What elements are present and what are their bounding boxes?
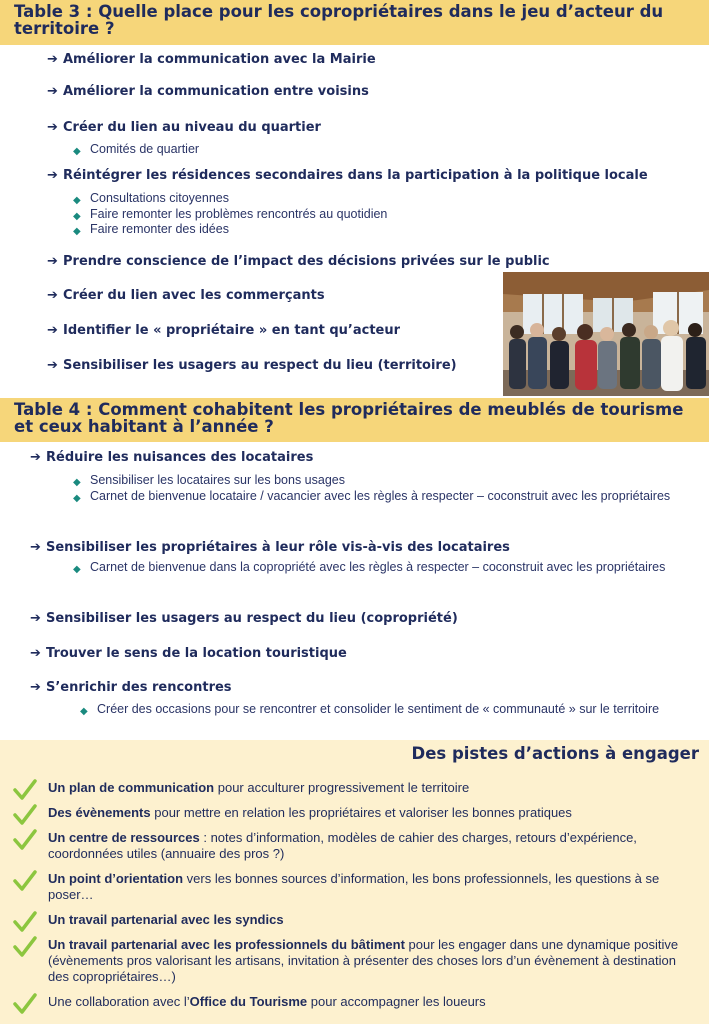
table4-item-5: ➔ S’enrichir des rencontres xyxy=(30,680,232,695)
check-icon xyxy=(12,869,38,893)
arrow-right-icon: ➔ xyxy=(47,84,58,99)
table4-item-1: ➔ Réduire les nuisances des locataires xyxy=(30,450,314,465)
table4-item-2: ➔ Sensibiliser les propriétaires à leur rôle vis-à-vis des locataires xyxy=(30,540,510,555)
action-item: Un travail partenarial avec les syndics xyxy=(48,912,700,928)
table3-item-2: ➔ Améliorer la communication entre voisins xyxy=(47,84,369,99)
table3-item-7: ➔ Identifier le « propriétaire » en tant qu’acteur xyxy=(47,323,401,338)
arrow-right-icon: ➔ xyxy=(30,540,41,555)
list-item: ◆ Comités de quartier xyxy=(73,142,200,157)
diamond-bullet-icon: ◆ xyxy=(73,211,81,222)
table3-item-3: ➔ Créer du lien au niveau du quartier xyxy=(47,120,321,135)
list-item: ◆ Sensibiliser les locataires sur les bons usages xyxy=(73,473,345,488)
list-item: ◆ Faire remonter les problèmes rencontrés au quotidien xyxy=(73,207,388,222)
check-icon xyxy=(12,803,38,827)
diamond-bullet-icon: ◆ xyxy=(73,146,81,157)
table3-item-1: ➔ Améliorer la communication avec la Mairie xyxy=(47,52,376,67)
action-item: Un plan de communication pour acculturer progressivement le territoire xyxy=(48,780,700,796)
action-item: Une collaboration avec l’Office du Tourisme pour accompagner les loueurs xyxy=(48,994,700,1010)
arrow-right-icon: ➔ xyxy=(30,450,41,465)
arrow-right-icon: ➔ xyxy=(47,288,58,303)
table3-title: Table 3 : Quelle place pour les copropriétaires dans le jeu d’acteur du territoire ? xyxy=(14,2,664,38)
check-icon xyxy=(12,992,38,1016)
table3-item-8: ➔ Sensibiliser les usagers au respect du lieu (territoire) xyxy=(47,358,457,373)
action-item: Un centre de ressources : notes d’information, modèles de cahier des charges, retours d’expérience, coordonnées utiles (annuaire des pros ?) xyxy=(48,830,700,862)
list-item: ◆ Carnet de bienvenue locataire / vacancier avec les règles à respecter – coconstruit avec les propriétaires xyxy=(73,489,671,504)
actions-title: Des pistes d’actions à engager xyxy=(411,744,699,763)
action-item: Un travail partenarial avec les professionnels du bâtiment pour les engager dans une dynamique positive (évènements pros valorisant les artisans, invitation à présenter des choses lors d’un évènement à destination des copropriétaires…) xyxy=(48,937,700,985)
arrow-right-icon: ➔ xyxy=(30,611,41,626)
table3-item-4: ➔ Réintégrer les résidences secondaires dans la participation à la politique locale xyxy=(47,168,648,183)
table3-item-6: ➔ Créer du lien avec les commerçants xyxy=(47,288,325,303)
arrow-right-icon: ➔ xyxy=(30,680,41,695)
table4-item-3: ➔ Sensibiliser les usagers au respect du lieu (copropriété) xyxy=(30,611,458,626)
check-icon xyxy=(12,935,38,959)
table3-item-5: ➔ Prendre conscience de l’impact des décisions privées sur le public xyxy=(47,254,550,269)
list-item: ◆ Faire remonter des idées xyxy=(73,222,229,237)
diamond-bullet-icon: ◆ xyxy=(73,195,81,206)
arrow-right-icon: ➔ xyxy=(30,646,41,661)
action-item: Des évènements pour mettre en relation les propriétaires et valoriser les bonnes pratiques xyxy=(48,805,700,821)
table4-header xyxy=(0,398,709,442)
arrow-right-icon: ➔ xyxy=(47,168,58,183)
arrow-right-icon: ➔ xyxy=(47,52,58,67)
actions-panel xyxy=(0,740,709,1024)
diamond-bullet-icon: ◆ xyxy=(80,706,88,717)
arrow-right-icon: ➔ xyxy=(47,323,58,338)
arrow-right-icon: ➔ xyxy=(47,120,58,135)
check-icon xyxy=(12,778,38,802)
diamond-bullet-icon: ◆ xyxy=(73,493,81,504)
diamond-bullet-icon: ◆ xyxy=(73,564,81,575)
diamond-bullet-icon: ◆ xyxy=(73,226,81,237)
table4-item-4: ➔ Trouver le sens de la location touristique xyxy=(30,646,347,661)
check-icon xyxy=(12,910,38,934)
action-item: Un point d’orientation vers les bonnes sources d’information, les bons professionnels, les questions à se poser… xyxy=(48,871,700,903)
arrow-right-icon: ➔ xyxy=(47,358,58,373)
list-item: ◆ Consultations citoyennes xyxy=(73,191,229,206)
table4-title: Table 4 : Comment cohabitent les propriétaires de meublés de tourisme et ceux habitant à l’année ? xyxy=(14,400,684,436)
meeting-photo xyxy=(503,272,709,396)
arrow-right-icon: ➔ xyxy=(47,254,58,269)
list-item: ◆ Carnet de bienvenue dans la copropriété avec les règles à respecter – coconstruit avec les propriétaires xyxy=(73,560,666,575)
check-icon xyxy=(12,828,38,852)
list-item: ◆ Créer des occasions pour se rencontrer et consolider le sentiment de « communauté » sur le territoire xyxy=(80,702,660,717)
table3-header xyxy=(0,0,709,45)
diamond-bullet-icon: ◆ xyxy=(73,477,81,488)
